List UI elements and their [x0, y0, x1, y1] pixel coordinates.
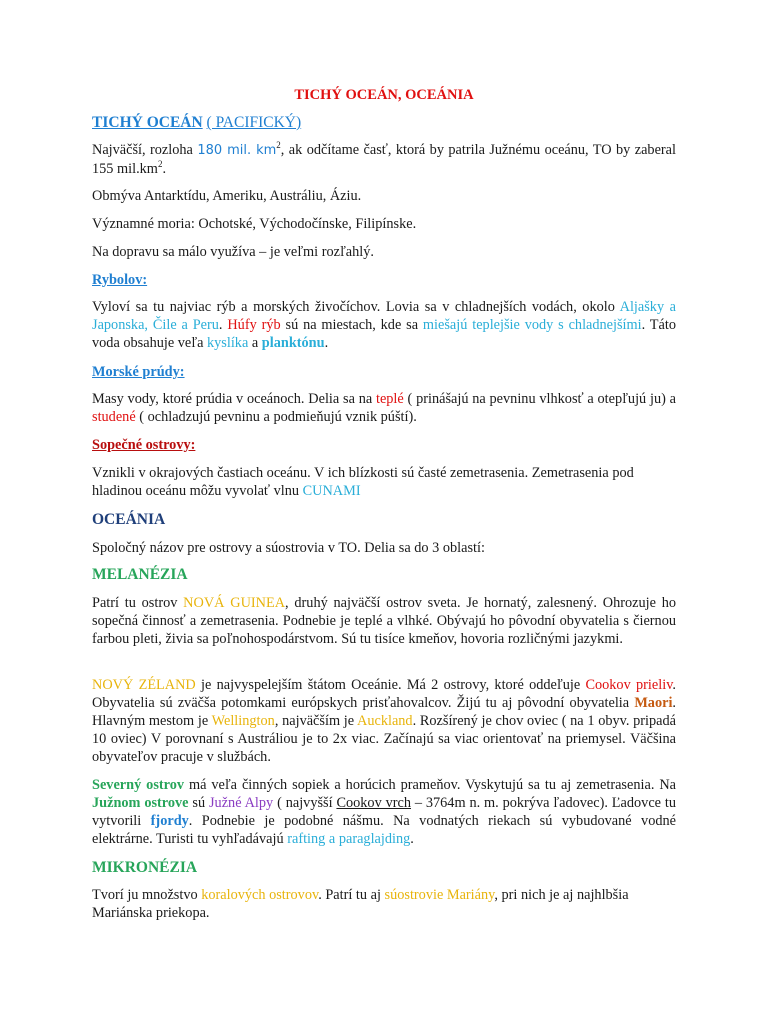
paragraph-oceania: Spoločný názov pre ostrovy a súostrovia v TO. Delia sa do 3 oblastí:	[92, 540, 485, 556]
paragraph-volcanic: Vznikli v okrajových častiach oceánu. V ich blízkosti sú časté zemetrasenia. Zemetrasenia pod hladinou oceánu môžu vyvolať vlnu CUNAMI	[92, 465, 634, 499]
paragraph-fishing: Vyloví sa tu najviac rýb a morských živočíchov. Lovia sa v chladnejších vodách, okolo Aljašky a Japonska, Čile a Peru. Húfy rýb sú na miestach, kde sa miešajú teplejšie vody s chladnejšími. Táto voda obsahuje veľa kyslíka a planktónu.	[92, 299, 677, 351]
heading-fishing: Rybolov:	[92, 272, 148, 288]
heading-volcanic: Sopečné ostrovy:	[92, 437, 196, 453]
paragraph-new-guinea: Patrí tu ostrov NOVÁ GUINEA, druhý najväčší ostrov sveta. Je hornatý, zalesnený. Ohrozuje ho sopečná činnosť a zemetrasenia. Podnebie je teplé a vlhké. Obývajú ho pôvodní obyvatelia s čiernou farbou pleti, živia sa poľnohospodárstvom. Sú tu tisíce kmeňov, hovoria rozličnými jazykmi.	[92, 595, 677, 647]
paragraph-micronesia: Tvorí ju množstvo koralových ostrovov. Patrí tu aj súostrovie Mariány, pri nich je aj najhlbšia Mariánska priekopa.	[92, 887, 629, 921]
paragraph-new-zealand: NOVÝ ZÉLAND je najvyspelejším štátom Oceánie. Má 2 ostrovy, ktoré oddeľuje Cookov prieliv. Obyvatelia sú zväčša potomkami európskych prisťahovalcov. Žijú tu aj pôvodní obyvatelia Maori. Hlavným mestom je Wellington, najväčším je Auckland. Rozšírený je chov oviec ( na 1 obyv. pripadá 10 oviec) V porovnaní s Austráliou je to 2x viac. Začínajú sa viac orientovať na priemysel. Väčšina obyvateľov pracuje v službách.	[92, 677, 677, 765]
paragraph-area: Najväčší, rozloha 180 mil. $km^2$, ak odčítame časť, ktorá by patrila Južnému oceánu, TO by zaberal 155 $mil.km^2$.	[92, 140, 676, 177]
paragraph-continents: Obmýva Antarktídu, Ameriku, Austráliu, Áziu.	[92, 188, 362, 204]
document-title: TICHÝ OCEÁN, OCEÁNIA	[294, 87, 474, 103]
heading-oceania: OCEÁNIA	[92, 511, 166, 528]
heading-melanesia: MELANÉZIA	[92, 566, 188, 583]
heading-pacific: TICHÝ OCEÁN ( PACIFICKÝ)	[92, 114, 302, 131]
paragraph-transport: Na dopravu sa málo využíva – je veľmi rozľahlý.	[92, 244, 374, 260]
paragraph-seas: Významné moria: Ochotské, Východočínske, Filipínske.	[92, 216, 417, 232]
paragraph-currents: Masy vody, ktoré prúdia v oceánoch. Delia sa na teplé ( prinášajú na pevninu vlhkosť a otepľujú ju) a studené ( ochladzujú pevninu a podmieňujú vznik púští).	[92, 391, 676, 425]
heading-micronesia: MIKRONÉZIA	[92, 859, 198, 876]
heading-currents: Morské prúdy:	[92, 364, 185, 380]
paragraph-islands: Severný ostrov má veľa činných sopiek a horúcich prameňov. Vyskytujú sa tu aj zemetrasenia. Na Južnom ostrove sú Južné Alpy ( najvyšší Cookov vrch – 3764m n. m. pokrýva ľadovec). Ľadovce tu vytvorili fjordy. Podnebie je podobné nášmu. Na vodnatých riekach sú vybudované vodné elektrárne. Turisti tu vyhľadávajú rafting a paraglajding.	[92, 777, 676, 847]
